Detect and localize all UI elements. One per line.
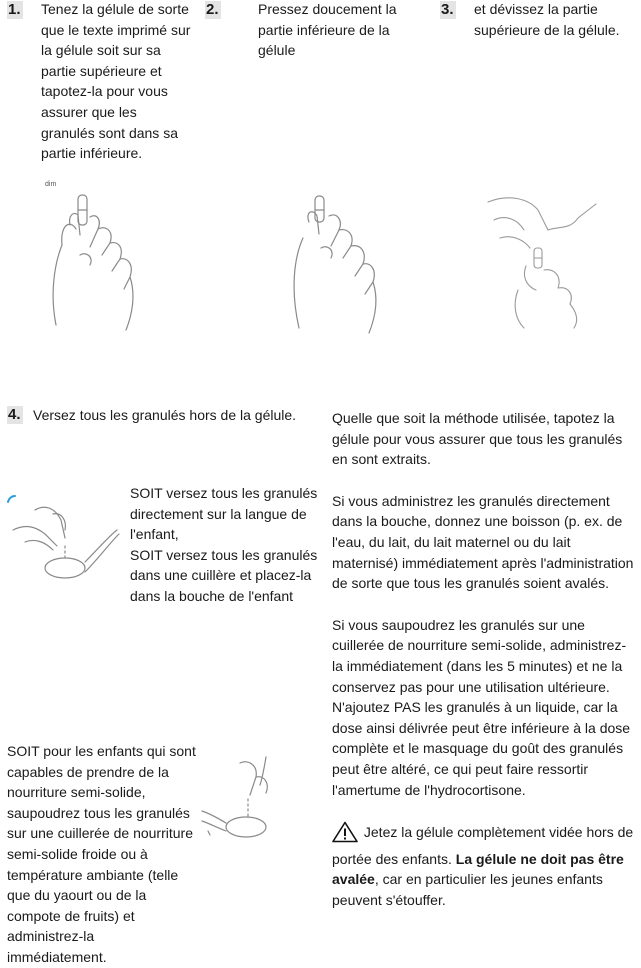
spoon-option-line-2: SOIT versez tous les granulés dans une cuillère et placez-la dans la bouche de l'enfant bbox=[130, 546, 318, 604]
hand-sprinkling-on-food-spoon-illustration bbox=[200, 755, 285, 855]
hands-unscrewing-capsule-illustration bbox=[478, 190, 600, 330]
food-option-text: SOIT pour les enfants qui sont capables de prendre de la nourriture semi-solide, saupoudrez tous les granulés sur une cuillerée de nourriture semi-solide froide ou à température ambiante (telle que du yaourt ou de la compote de fruits) et administrez-la immédiatement. bbox=[7, 743, 196, 965]
hand-squeezing-capsule-illustration bbox=[285, 188, 390, 338]
spoon-option-text bbox=[130, 483, 326, 607]
step-2-number: 2. bbox=[206, 1, 219, 18]
step-3-text: et dévissez la partie supérieure de la gélule. bbox=[474, 1, 620, 38]
no-liquid-paragraph: N'ajoutez PAS les granulés à un liquide, car la dose ainsi délivrée peut être inférieure à la dose complète et le masquage du goût des granulés peut être altéré, ce qui peut faire ressortir l'amertume de l'hydrocortisone. bbox=[332, 699, 631, 798]
warning-text: Jetez la gélule complètement vidée hors de portée des enfants. bbox=[332, 824, 634, 867]
right-column bbox=[332, 408, 634, 910]
step-1-text: Tenez la gélule de sorte que le texte imprimé sur la gélule soit sur sa partie supérieure et tapotez-la pour vous assurer que les granulés sont dans sa partie inférieure. bbox=[41, 1, 191, 162]
step-4-number: 4. bbox=[8, 406, 21, 423]
step-3-number: 3. bbox=[441, 1, 454, 18]
step-2-text: Pressez doucement la partie inférieure de la gélule bbox=[258, 1, 397, 59]
hand-pouring-onto-spoon-illustration bbox=[5, 490, 120, 590]
step-1-number: 1. bbox=[8, 1, 21, 18]
warning-triangle-icon bbox=[332, 821, 358, 849]
direct-administration-paragraph: Si vous administrez les granulés directement dans la bouche, donnez une boisson (p. ex. de l'eau, du lait, du lait maternel ou du lait maternisé) immédiatement après l'administration de sorte que tous les granulés soient avalés. bbox=[332, 492, 634, 592]
warning-paragraph bbox=[332, 821, 634, 910]
hand-holding-capsule-illustration bbox=[40, 185, 150, 335]
warning-text-end: , car en particulier les jeunes enfants peuvent s'étouffer. bbox=[332, 871, 603, 908]
semi-solid-food-paragraph: Si vous saupoudrez les granulés sur une cuillerée de nourriture semi-solide, administrez-la immédiatement (dans les 5 minutes) et ne la conservez pas pour une utilisation ultérieure. bbox=[332, 616, 627, 695]
warning-bold-text: La gélule ne doit pas être avalée bbox=[332, 850, 624, 888]
step-4-text: Versez tous les granulés hors de la gélule. bbox=[33, 407, 297, 423]
spoon-option-line-1: SOIT versez tous les granulés directement sur la langue de l'enfant, bbox=[130, 485, 318, 543]
tap-capsule-paragraph: Quelle que soit la méthode utilisée, tapotez la gélule pour vous assurer que tous les granulés en sont extraits. bbox=[332, 410, 623, 468]
capsule-print-text: dim bbox=[45, 181, 57, 188]
